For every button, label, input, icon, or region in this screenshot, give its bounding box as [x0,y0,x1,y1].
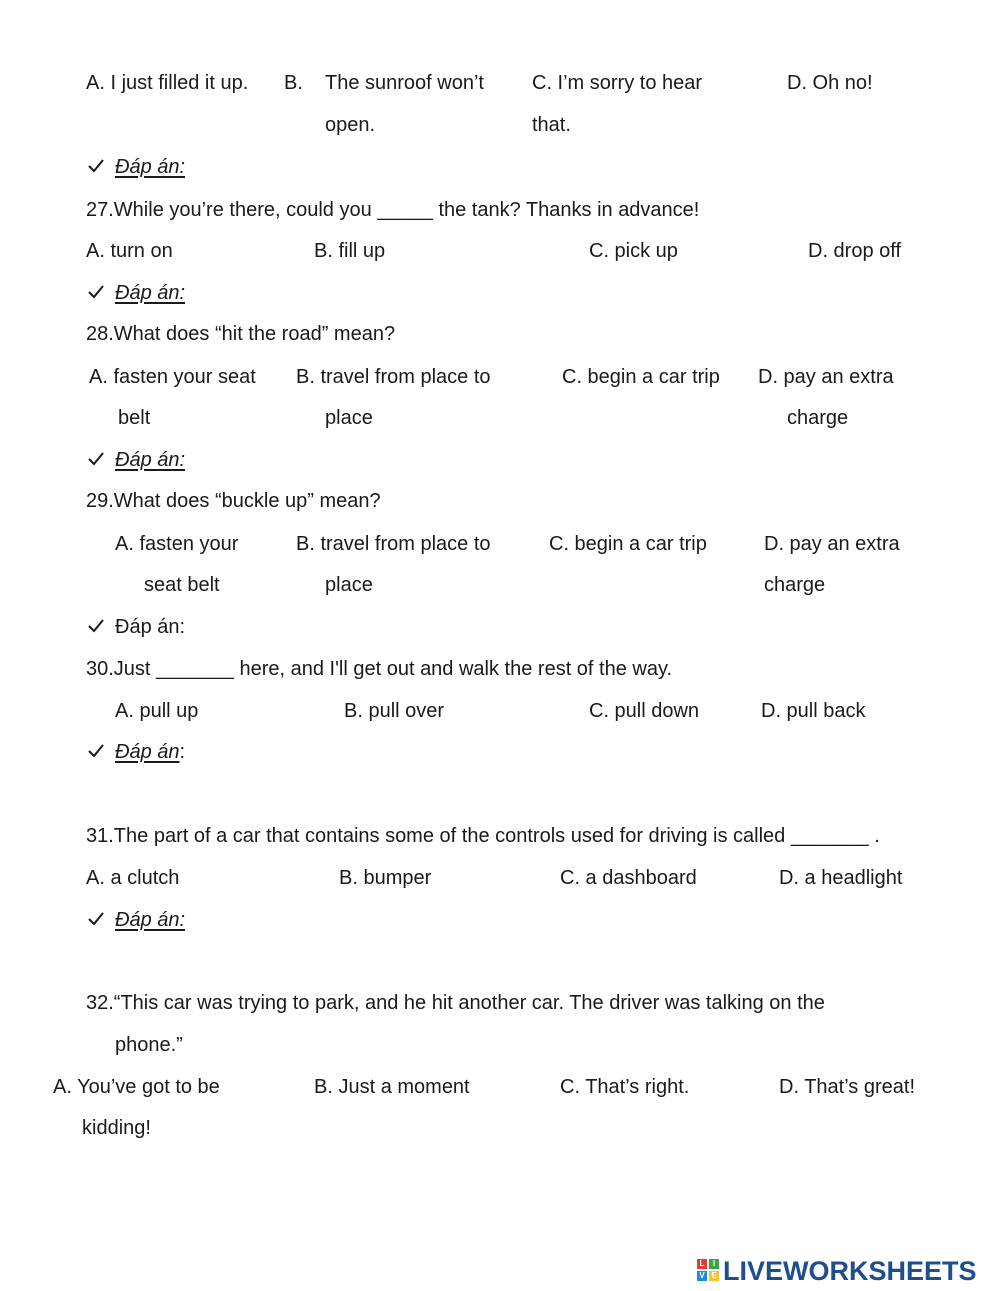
q26-option-b-line1: The sunroof won’t [325,72,484,94]
q26-answer-label: Đáp án: [115,156,186,178]
checkmark-icon [87,742,105,760]
q26-option-b-letter: B. [284,72,303,94]
q29-option-a-line2: seat belt [144,574,220,596]
q31-option-c: C. a dashboard [560,867,697,889]
q29-question: 29.What does “buckle up” mean? [86,490,381,512]
q32-question-line1: 32.“This car was trying to park, and he hit another car. The driver was talking on the [86,992,825,1014]
logo-text: LIVEWORKSHEETS [723,1255,977,1286]
q28-option-a-line2: belt [118,407,151,429]
q27-option-d: D. drop off [808,240,902,262]
q28-option-d-line2: charge [787,407,849,429]
q28-option-c: C. begin a car trip [562,366,720,388]
q28-answer-label: Đáp án: [115,449,186,471]
q29-option-b-line2: place [325,574,373,596]
q31-option-d: D. a headlight [779,867,903,889]
q27-option-b: B. fill up [314,240,386,262]
q29-option-c: C. begin a car trip [549,533,707,555]
q29-option-d-line1: D. pay an extra [764,533,900,555]
q31-option-a: A. a clutch [86,867,180,889]
q28-question: 28.What does “hit the road” mean? [86,323,396,345]
q31-option-b: B. bumper [339,867,432,889]
q26-option-d: D. Oh no! [787,72,873,94]
q29-option-d-line2: charge [764,574,826,596]
q32-question-line2: phone.” [115,1034,183,1056]
q28-option-a-line1: A. fasten your seat [89,366,256,388]
q32-option-c: C. That’s right. [560,1076,690,1098]
q27-option-a: A. turn on [86,240,173,262]
q29-answer-label: Đáp án: [115,616,186,638]
q30-question: 30.Just _______ here, and I'll get out and walk the rest of the way. [86,658,673,680]
logo-block-e: E [709,1271,719,1281]
q28-option-b-line2: place [325,407,373,429]
q30-option-c: C. pull down [589,700,700,722]
q30-answer-word: Đáp án [115,741,180,763]
q27-option-c: C. pick up [589,240,678,262]
liveworksheets-logo [697,1257,977,1285]
q27-answer-label: Đáp án: [115,282,186,304]
q28-option-d-line1: D. pay an extra [758,366,894,388]
q31-answer-label: Đáp án: [115,909,186,931]
q26-option-c-line2: that. [532,114,571,136]
logo-block-l: L [697,1259,707,1269]
checkmark-icon [87,910,105,928]
q26-option-c-line1: C. I’m sorry to hear [532,72,703,94]
checkmark-icon [87,617,105,635]
q30-option-a: A. pull up [115,700,199,722]
logo-block-v: V [697,1271,707,1281]
q27-question: 27.While you’re there, could you _____ the tank? Thanks in advance! [86,199,700,221]
q26-option-a: A. I just filled it up. [86,72,249,94]
q30-option-b: B. pull over [344,700,445,722]
q28-option-b-line1: B. travel from place to [296,366,491,388]
logo-block-i: I [709,1259,719,1269]
q29-option-b-line1: B. travel from place to [296,533,491,555]
q31-question: 31.The part of a car that contains some of the controls used for driving is called _______ . [86,825,880,847]
checkmark-icon [87,283,105,301]
checkmark-icon [87,450,105,468]
q29-option-a-line1: A. fasten your [115,533,239,555]
checkmark-icon [87,157,105,175]
q32-option-d: D. That’s great! [779,1076,915,1098]
logo-blocks-icon [697,1259,721,1283]
q32-option-b: B. Just a moment [314,1076,470,1098]
q32-option-a-line1: A. You’ve got to be [53,1076,220,1098]
q30-answer [115,740,185,764]
q26-option-b-line2: open. [325,114,376,136]
q30-answer-colon: : [179,741,186,763]
q30-option-d: D. pull back [761,700,866,722]
q32-option-a-line2: kidding! [82,1117,151,1139]
